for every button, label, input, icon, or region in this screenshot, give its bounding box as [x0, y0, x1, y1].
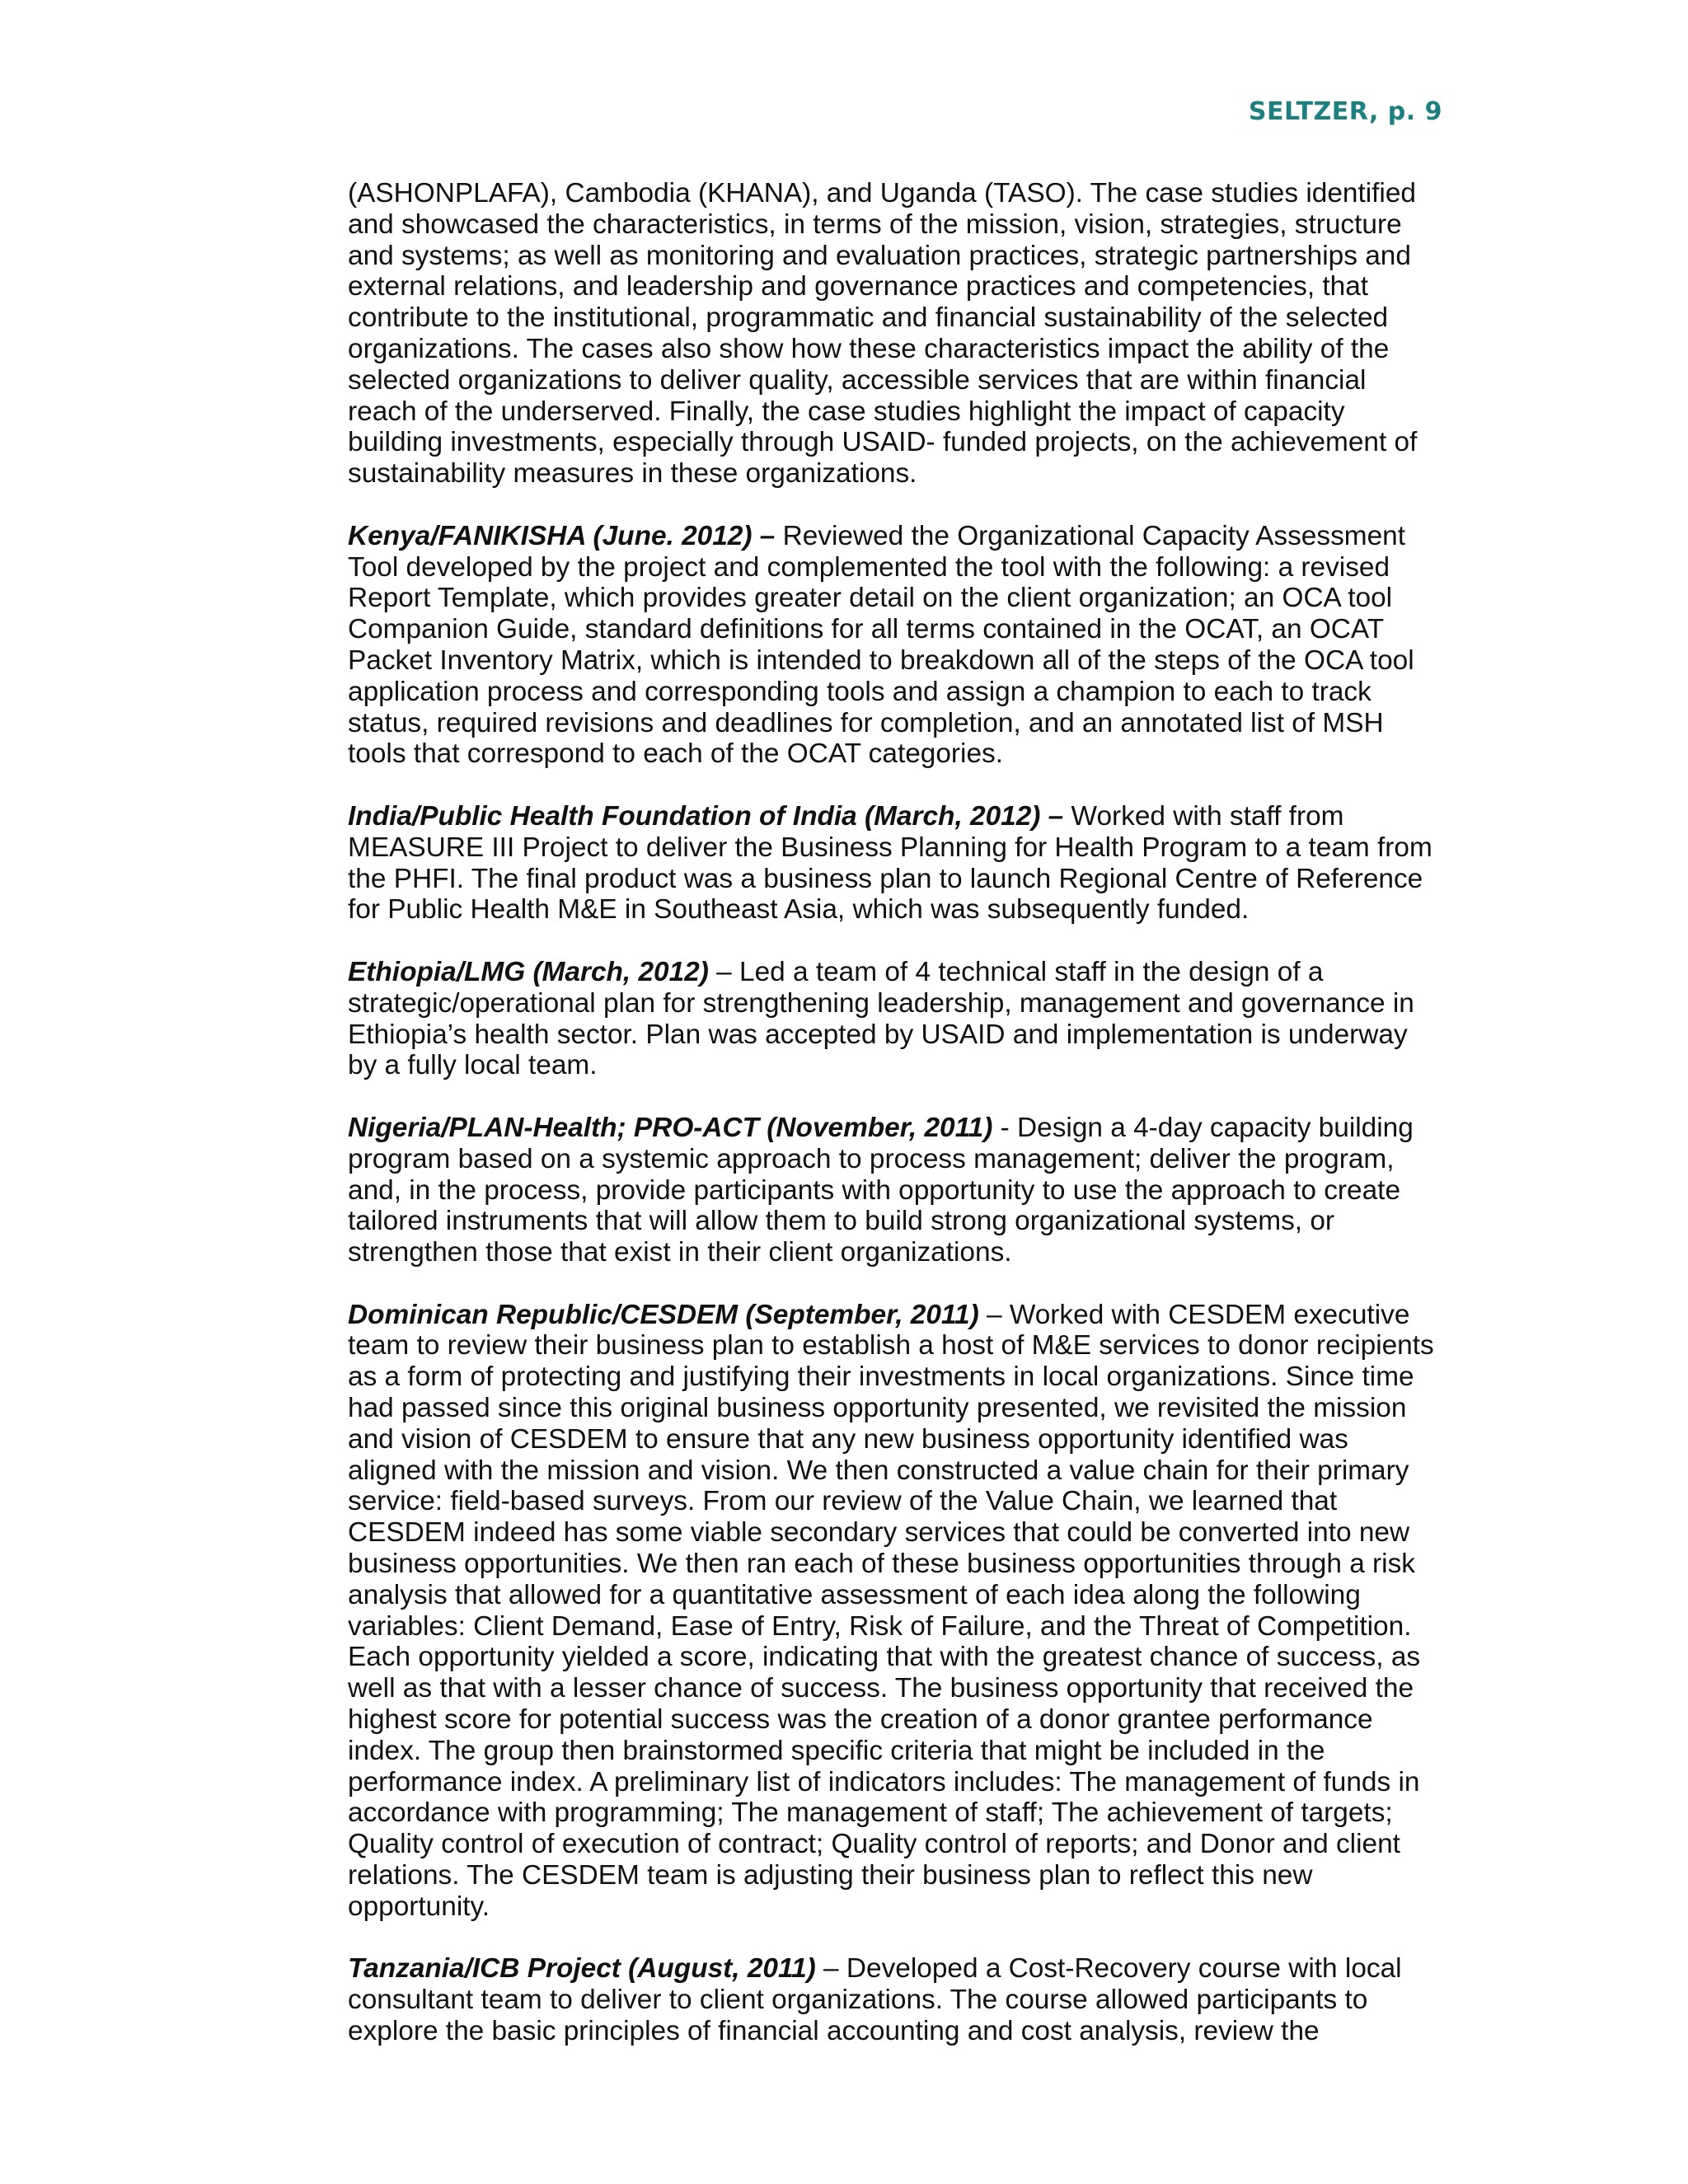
paragraph-text: Worked with staff from MEASURE III Project to deliver the Business Planning for Health Program to a team from the PHFI. The final product was a business plan to launch Regional Centre of Reference for Public Health M&E in Southeast Asia, which was subsequently funded.: [348, 800, 1432, 926]
paragraph-text: Reviewed the Organizational Capacity Assessment Tool developed by the project and complemented the tool with the following: a revised Report Template, which provides greater detail on the client organization; an OCA tool Companion Guide, standard definitions for all terms contained in the OCAT, an OCAT Packet Inventory Matrix, which is intended to breakdown all of the steps of the OCA tool application process and corresponding tools and assign a champion to each to track status, required revisions and deadlines for completion, and an annotated list of MSH tools that correspond to each of the OCAT categories.: [348, 520, 1414, 770]
paragraph-text: – Worked with CESDEM executive team to review their business plan to establish a host of M&E services to donor recipients as a form of protecting and justifying their investments in local organizations. Since time had passed since this original business opportunity presented, we revisited the mission and vision of CESDEM to ensure that any new business opportunity identified was aligned with the mission and vision. We then constructed a value chain for their primary service: field-based surveys. From our review of the Value Chain, we learned that CESDEM indeed has some viable secondary services that could be converted into new business opportunities. We then ran each of these business opportunities through a risk analysis that allowed for a quantitative assessment of each idea along the following variables: Client Demand, Ease of Entry, Risk of Failure, and the Threat of Competition. Each opportunity yielded a score, indicating that with the greatest chance of success, as well as that with a lesser chance of success. The business opportunity that received the highest score for potential success was the creation of a donor grantee performance index. The group then brainstormed specific criteria that might be included in the performance index. A preliminary list of indicators includes: The management of funds in accordance with programming; The management of staff; The achievement of targets; Quality control of execution of contract; Quality control of reports; and Donor and client relations. The CESDEM team is adjusting their business plan to reflect this new opportunity.: [348, 1299, 1434, 1922]
paragraph-india-phfi: [348, 801, 1436, 926]
paragraph-tanzania-icb: [348, 1953, 1436, 2046]
paragraph-lead: Nigeria/PLAN-Health; PRO-ACT (November, 2011): [348, 1112, 993, 1143]
paragraph-text: – Developed a Cost-Recovery course with local consultant team to deliver to client organizations. The course allowed participants to explore the basic principles of financial accounting and cost analysis, review the: [348, 1953, 1402, 2047]
body-text: [348, 178, 1436, 2079]
paragraph-lead: Dominican Republic/CESDEM (September, 2011): [348, 1299, 979, 1330]
paragraph-text: - Design a 4-day capacity building program based on a systemic approach to process management; deliver the program, and, in the process, provide participants with opportunity to use the approach to create tailored instruments that will allow them to build strong organizational systems, or strengthen those that exist in their client organizations.: [348, 1112, 1414, 1268]
page-header: SELTZER, p. 9: [1248, 97, 1442, 126]
paragraph-ethiopia-lmg: [348, 957, 1436, 1081]
paragraph-lead: Ethiopia/LMG (March, 2012): [348, 956, 709, 987]
paragraph-nigeria-plan-health: [348, 1113, 1436, 1268]
paragraph-lead: Kenya/FANIKISHA (June. 2012) –: [348, 520, 776, 551]
paragraph-dominican-cesdem: [348, 1300, 1436, 1923]
paragraph-kenya-fanikisha: [348, 521, 1436, 770]
paragraph-text: – Led a team of 4 technical staff in the design of a strategic/operational plan for strengthening leadership, management and governance in Ethiopia’s health sector. Plan was accepted by USAID and implementation is underway by a fully local team.: [348, 956, 1414, 1081]
paragraph-text: (ASHONPLAFA), Cambodia (KHANA), and Uganda (TASO). The case studies identified and showcased the characteristics, in terms of the mission, vision, strategies, structure and systems; as well as monitoring and evaluation practices, strategic partnerships and external relations, and leadership and governance practices and competencies, that contribute to the institutional, programmatic and financial sustainability of the selected organizations. The cases also show how these characteristics impact the ability of the selected organizations to deliver quality, accessible services that are within financial reach of the underserved. Finally, the case studies highlight the impact of capacity building investments, especially through USAID- funded projects, on the achievement of sustainability measures in these organizations.: [348, 178, 1418, 490]
paragraph-intro-continuation: [348, 178, 1436, 490]
paragraph-lead: India/Public Health Foundation of India (March, 2012) –: [348, 800, 1064, 832]
paragraph-lead: Tanzania/ICB Project (August, 2011): [348, 1953, 816, 1985]
